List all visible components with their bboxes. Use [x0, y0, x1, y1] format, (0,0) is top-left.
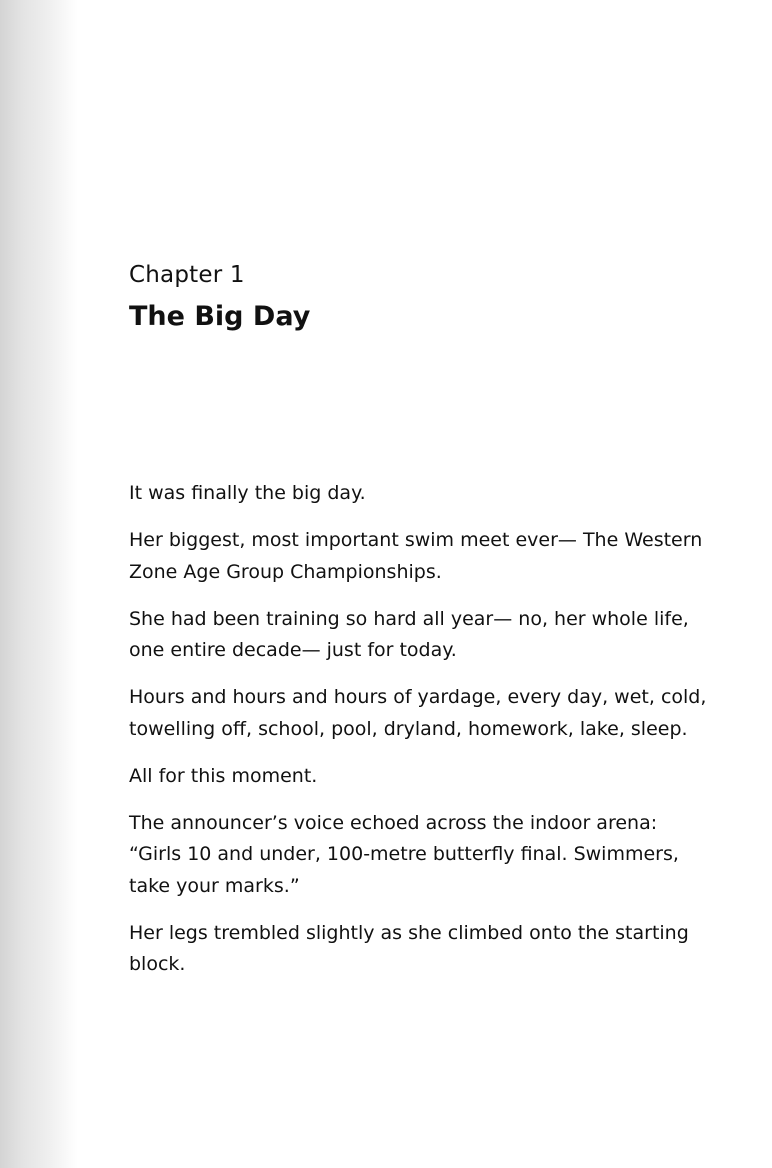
- paragraph: All for this moment.: [129, 764, 318, 787]
- paragraph: She had been training so hard all year— no, her whole life, one entire decade— just for today.: [129, 607, 689, 661]
- paragraph: It was finally the big day.: [129, 482, 366, 504]
- chapter-number: Chapter 1: [129, 262, 245, 288]
- paragraph: The announcer’s voice echoed across the indoor arena: “Girls 10 and under, 100-metre butterfly final. Swimmers, take your marks.”: [129, 811, 679, 897]
- chapter-body: [129, 478, 714, 996]
- paragraph: Her biggest, most important swim meet ever— The Western Zone Age Group Championships.: [129, 529, 703, 583]
- page-spine-shadow: [0, 0, 78, 1168]
- paragraph: Her legs trembled slightly as she climbed onto the starting block.: [129, 921, 689, 975]
- paragraph: Hours and hours and hours of yardage, every day, wet, cold, towelling off, school, pool, dryland, homework, lake, sleep.: [129, 686, 707, 740]
- chapter-title: The Big Day: [129, 301, 311, 332]
